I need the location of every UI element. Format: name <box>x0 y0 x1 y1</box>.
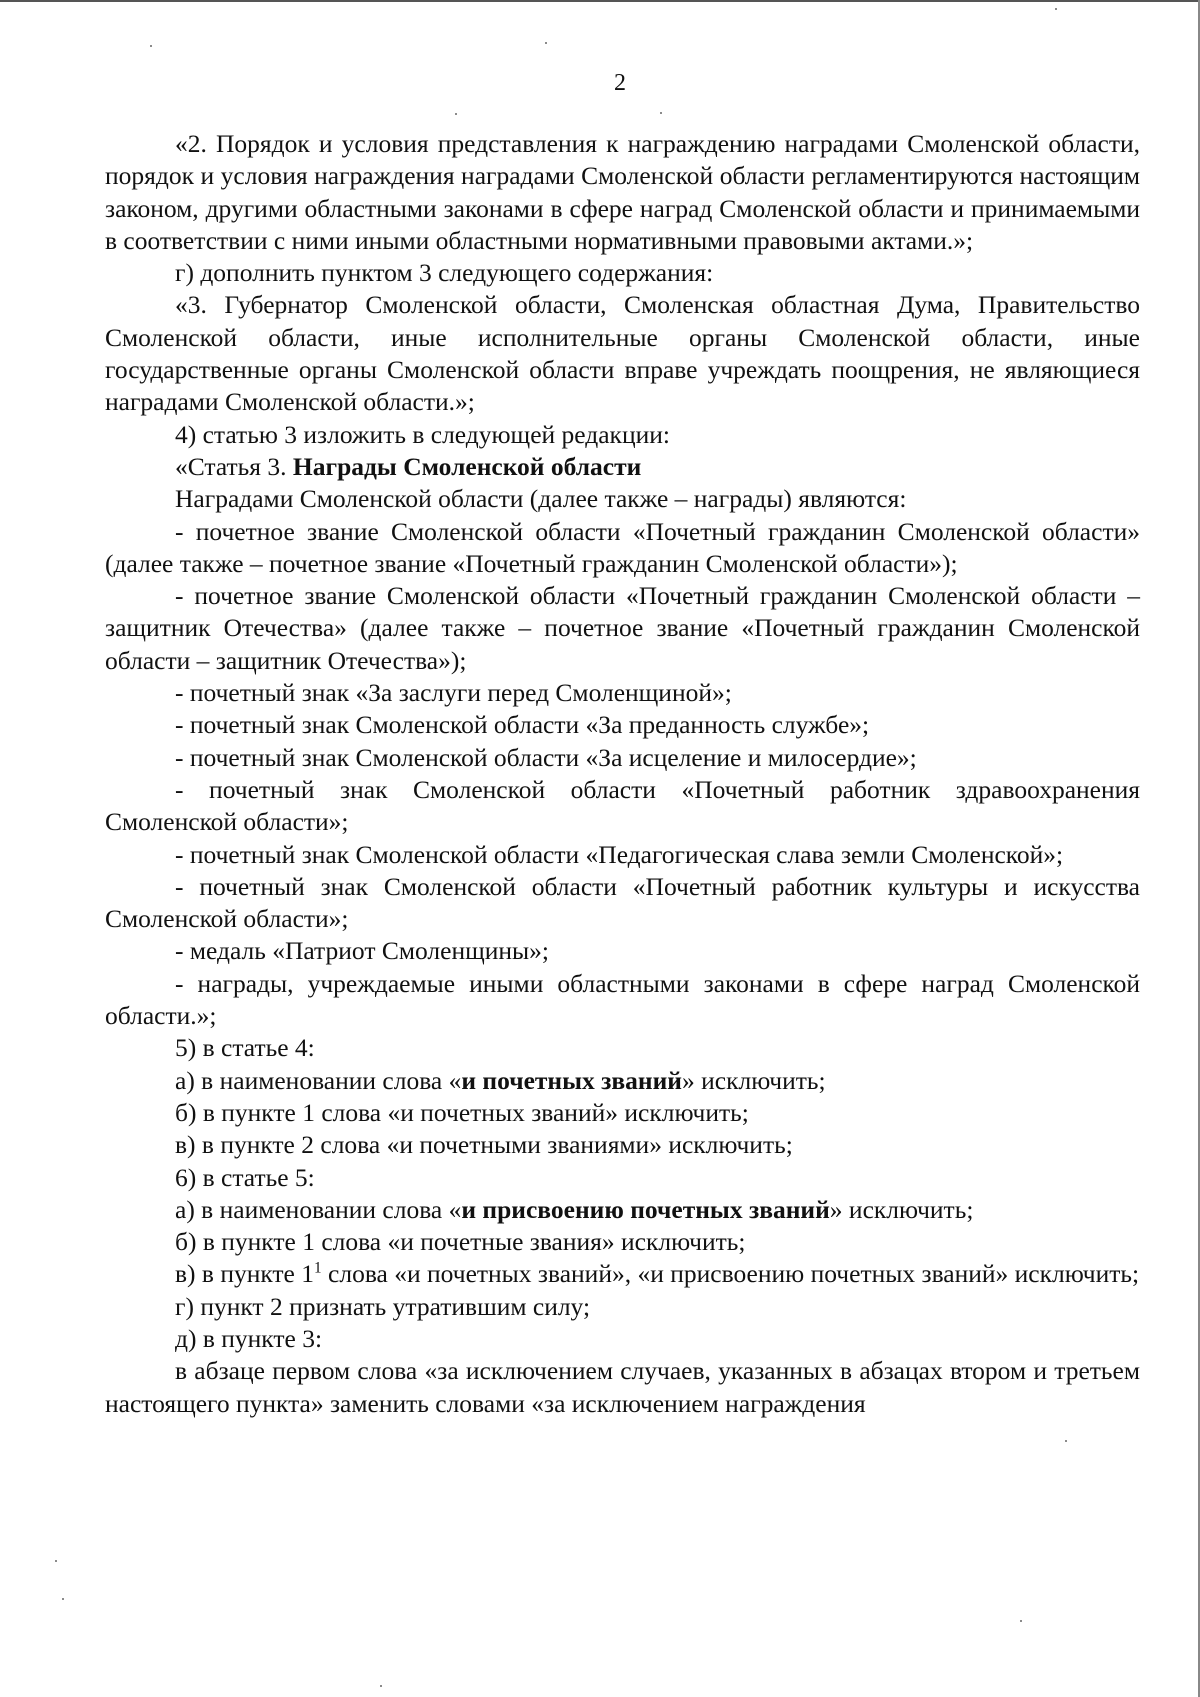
scan-top-edge <box>0 0 1200 2</box>
paragraph-6a-post: » исключить; <box>829 1194 974 1224</box>
list-item-devotion-badge: - почетный знак Смоленской области «За преданность службе»; <box>175 710 870 740</box>
paragraph-6v-post: слова «и почетных званий», «и присвоению почетных званий» исключить; <box>321 1259 1140 1289</box>
paragraph-6d: д) в пункте 3: <box>175 1323 323 1353</box>
paragraph-5a-bold: и почетных званий <box>461 1065 682 1095</box>
scan-speck <box>1065 1440 1067 1442</box>
paragraph-6d-first-abzac: в абзаце первом слова «за исключением случаев, указанных в абзацах втором и третьем настоящего пункта» заменить словами «за исключением награждения <box>105 1356 1140 1418</box>
paragraph-6g: г) пункт 2 признать утратившим силу; <box>175 1291 591 1321</box>
paragraph-6a-pre: а) в наименовании слова « <box>175 1194 462 1224</box>
article-3-title: Награды Смоленской области <box>292 451 642 481</box>
scan-speck <box>545 42 547 44</box>
list-item-honorary-citizen: - почетное звание Смоленской области «Почетный гражданин Смоленской области» (далее также – почетное звание «Почетный гражданин Смоленской области»); <box>105 516 1140 578</box>
scan-speck <box>1055 8 1057 10</box>
paragraph-g-add-clause-3: г) дополнить пунктом 3 следующего содержания: <box>175 258 714 288</box>
paragraph-6v <box>105 1258 1140 1290</box>
scan-speck <box>62 1598 64 1600</box>
paragraph-6b: б) в пункте 1 слова «и почетные звания» исключить; <box>175 1227 746 1257</box>
paragraph-item-6: 6) в статье 5: <box>175 1162 315 1192</box>
scan-speck <box>660 112 662 114</box>
paragraph-clause-3: «3. Губернатор Смоленской области, Смоленская областная Дума, Правительство Смоленской области, иные исполнительные органы Смоленской области, иные государственные органы Смоленской области вправе учреждать поощрения, не являющиеся наградами Смоленской области.»; <box>105 290 1140 417</box>
paragraph-awards-intro: Наградами Смоленской области (далее также – награды) являются: <box>175 484 907 514</box>
list-item-healing-badge: - почетный знак Смоленской области «За исцеление и милосердие»; <box>175 742 917 772</box>
paragraph-5a-pre: а) в наименовании слова « <box>175 1065 462 1095</box>
list-item-other-awards: - награды, учреждаемые иными областными законами в сфере наград Смоленской области.»; <box>105 968 1140 1031</box>
list-item-culture-badge: - почетный знак Смоленской области «Почетный работник культуры и искусства Смоленской области»; <box>105 871 1140 934</box>
scan-speck <box>55 1560 57 1562</box>
page-number: 2 <box>614 70 626 96</box>
paragraph-5b: б) в пункте 1 слова «и почетных званий» исключить; <box>175 1097 749 1127</box>
paragraph-6a <box>105 1194 1140 1226</box>
list-item-patriot-medal: - медаль «Патриот Смоленщины»; <box>175 936 549 966</box>
article-3-heading <box>105 451 1140 483</box>
scan-speck <box>380 1685 382 1687</box>
paragraph-6v-pre: в) в пункте 1 <box>175 1259 315 1289</box>
paragraph-6v-superscript: 1 <box>314 1259 322 1277</box>
list-item-merit-badge: - почетный знак «За заслуги перед Смоленщиной»; <box>175 678 732 708</box>
paragraph-5a-post: » исключить; <box>682 1065 826 1095</box>
article-3-prefix: «Статья 3. <box>175 451 293 481</box>
list-item-honorary-citizen-defender: - почетное звание Смоленской области «Почетный гражданин Смоленской области – защитник Отечества» (далее также – почетное звание «Почетный гражданин Смоленской области – защитник Отечества»); <box>105 581 1140 675</box>
list-item-pedagogical-badge: - почетный знак Смоленской области «Педагогическая слава земли Смоленской»; <box>175 839 1064 869</box>
scan-speck <box>1020 1620 1022 1622</box>
paragraph-item-5: 5) в статье 4: <box>175 1033 315 1063</box>
paragraph-5v: в) в пункте 2 слова «и почетными званиями» исключить; <box>175 1130 793 1160</box>
paragraph-clause-2: «2. Порядок и условия представления к награждению наградами Смоленской области, порядок и условия награждения наградами Смоленской области регламентируются настоящим законом, другими областными законами в сфере наград Смоленской области и принимаемыми в соответствии с ними иными областными нормативными правовыми актами.»; <box>105 129 1140 255</box>
scan-speck <box>455 113 457 115</box>
scan-speck <box>150 45 152 47</box>
paragraph-5a <box>105 1065 1140 1097</box>
list-item-healthcare-badge: - почетный знак Смоленской области «Почетный работник здравоохранения Смоленской области»; <box>105 774 1140 837</box>
paragraph-item-4: 4) статью 3 изложить в следующей редакции: <box>175 419 670 449</box>
document-body <box>105 128 1140 1420</box>
paragraph-6a-bold: и присвоению почетных званий <box>461 1194 830 1224</box>
